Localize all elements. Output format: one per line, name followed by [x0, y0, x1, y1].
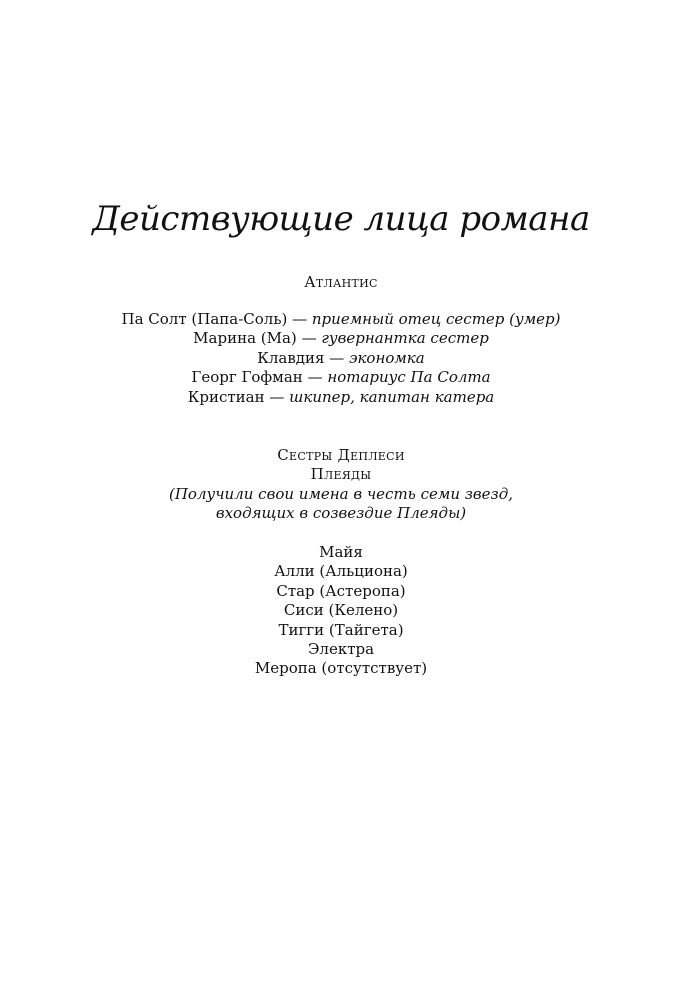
- character-line: [0, 349, 682, 368]
- sister-name: Электра: [307, 640, 375, 659]
- character-name: Клавдия: [257, 348, 325, 367]
- sisters-heading: Сестры Деплеси: [277, 446, 405, 464]
- sister-name: Тигги (Тайгета): [278, 620, 404, 639]
- character-name: Марина (Ма): [193, 329, 297, 348]
- note-line-1: (Получили свои имена в честь семи звезд,: [169, 485, 513, 503]
- sisters-list: [0, 543, 682, 679]
- pleiades-note: [0, 485, 682, 524]
- character-line: [0, 310, 682, 329]
- sister-name: Майя: [319, 543, 363, 561]
- character-line: [0, 368, 682, 387]
- sister-name: Сиси (Келено): [283, 601, 399, 620]
- sister-name: Алли (Альциона): [274, 562, 408, 581]
- dash: —: [264, 387, 290, 406]
- character-role: нотариус Па Солта: [327, 368, 491, 387]
- note-line-2: входящих в созвездие Плеяды): [215, 504, 467, 523]
- character-role: приемный отец сестер (умер): [311, 310, 561, 328]
- character-role: шкипер, капитан катера: [289, 387, 495, 406]
- sister-name: Стар (Астеропа): [276, 581, 406, 600]
- character-line: [0, 329, 682, 348]
- character-name: Георг Гофман: [191, 368, 303, 387]
- character-line: [0, 388, 682, 407]
- character-name: Кристиан: [187, 387, 265, 406]
- dash: —: [302, 368, 328, 387]
- sister-name: Меропа (отсутствует): [254, 659, 428, 678]
- dash: —: [324, 348, 350, 367]
- dash: —: [287, 310, 312, 328]
- atlantis-heading: Атлантис: [304, 273, 378, 291]
- character-role: экономка: [349, 348, 425, 367]
- character-role: гувернантка сестер: [321, 329, 489, 348]
- dash: —: [296, 329, 322, 348]
- atlantis-character-list: [0, 310, 682, 407]
- pleiades-subheading: Плеяды: [310, 465, 372, 483]
- character-name: Па Солт (Папа-Соль): [121, 310, 288, 328]
- page-title: Действующие лица романа: [92, 199, 590, 239]
